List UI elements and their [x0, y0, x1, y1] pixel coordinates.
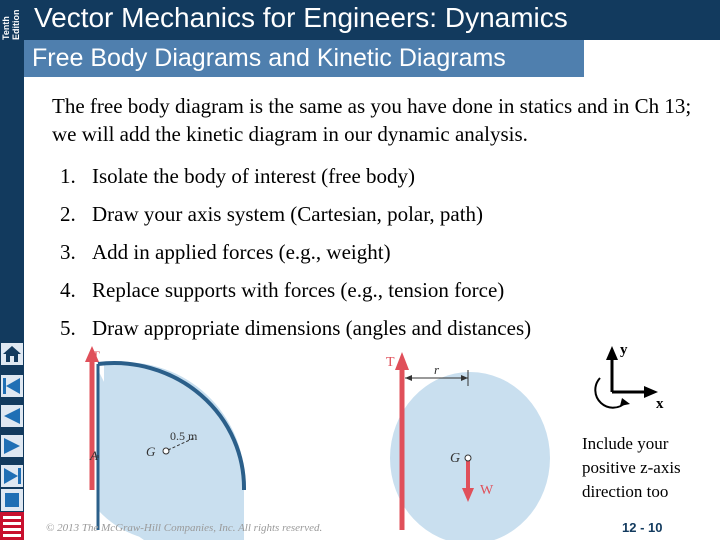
- step-text: Draw appropriate dimensions (angles and distances): [92, 316, 532, 340]
- last-slide-icon[interactable]: [0, 464, 24, 488]
- subtitle-bar: [24, 40, 584, 77]
- step-text: Add in applied forces (e.g., weight): [92, 240, 391, 264]
- list-item: [60, 198, 531, 236]
- center-g-label-left: G: [146, 444, 156, 459]
- copyright-notice: © 2013 The McGraw-Hill Companies, Inc. All rights reserved.: [46, 522, 323, 534]
- free-body-diagram: [84, 340, 254, 540]
- sidebar: [0, 0, 24, 540]
- step-text: Isolate the body of interest (free body): [92, 164, 416, 188]
- edition-line-2: Edition: [11, 9, 21, 40]
- steps-list: [60, 160, 531, 350]
- step-number: 3.: [60, 240, 76, 264]
- tension-label-right: T: [386, 355, 395, 370]
- center-g-label-right: G: [450, 451, 461, 466]
- disk-diagram: [380, 340, 560, 540]
- page-title: Vector Mechanics for Engineers: Dynamics: [34, 2, 568, 33]
- z-axis-note: Include your positive z-axis direction too: [582, 434, 681, 501]
- exit-icon[interactable]: [0, 488, 24, 512]
- step-text: Draw your axis system (Cartesian, polar, path): [92, 202, 484, 226]
- home-icon[interactable]: [0, 342, 24, 366]
- edition-line-1: Tenth: [1, 16, 11, 40]
- step-number: 2.: [60, 202, 76, 226]
- y-axis-label: y: [620, 342, 628, 358]
- previous-slide-icon[interactable]: [0, 404, 24, 428]
- step-text: Replace supports with forces (e.g., tension force): [92, 278, 505, 302]
- step-number: 1.: [60, 164, 76, 188]
- slide-subtitle: Free Body Diagrams and Kinetic Diagrams: [32, 44, 506, 72]
- list-item: [60, 236, 531, 274]
- radius-r-label: r: [434, 362, 440, 377]
- weight-w-label: W: [480, 483, 494, 498]
- edition-label: [0, 0, 24, 60]
- intro-paragraph: The free body diagram is the same as you have done in statics and in Ch 13; we will add the kinetic diagram in our dynamic analysis.: [52, 94, 692, 146]
- page-number: 12 - 10: [622, 520, 663, 535]
- step-number: 5.: [60, 316, 76, 340]
- point-a-label: A: [90, 448, 98, 463]
- step-number: 4.: [60, 278, 76, 302]
- tension-label-left: T: [92, 348, 100, 363]
- first-slide-icon[interactable]: [0, 374, 24, 398]
- radius-dimension-label: 0.5 m: [170, 429, 198, 443]
- title-bar: [24, 0, 720, 40]
- mcgraw-hill-logo-icon: [0, 512, 24, 540]
- x-axis-label: x: [656, 396, 664, 412]
- list-item: [60, 160, 531, 198]
- next-slide-icon[interactable]: [0, 434, 24, 458]
- list-item: [60, 274, 531, 312]
